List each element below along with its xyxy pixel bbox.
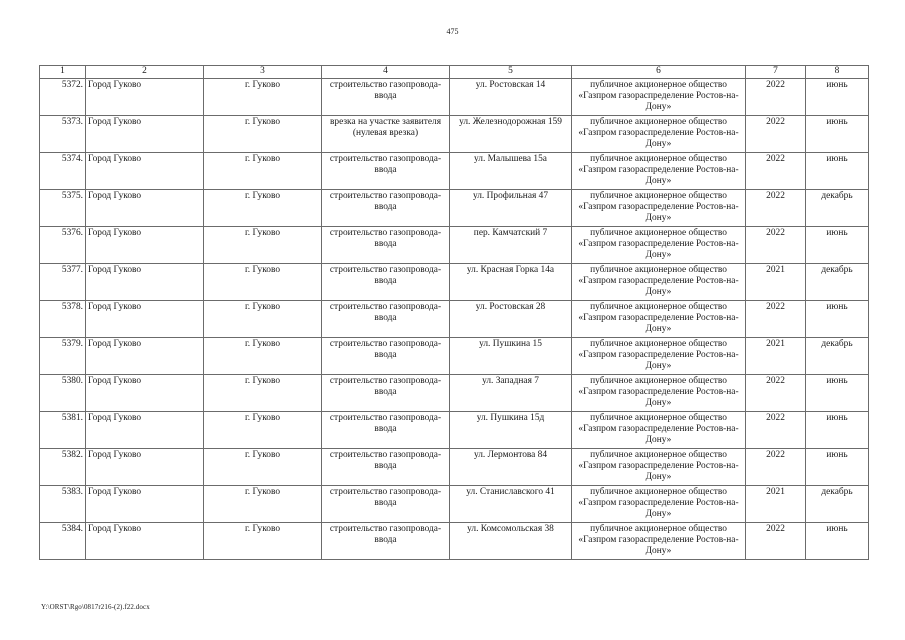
row-number-cell: 5376. (40, 227, 86, 264)
month-cell: июнь (806, 79, 869, 116)
address-cell: ул. Красная Горка 14а (450, 264, 572, 301)
work-type-cell: строительство газопровода-ввода (322, 190, 450, 227)
table-row (40, 227, 869, 264)
settlement-cell: г. Гуково (204, 412, 322, 449)
column-header: 7 (746, 66, 806, 79)
work-type-cell: строительство газопровода-ввода (322, 523, 450, 560)
municipality-cell: Город Гуково (86, 301, 204, 338)
row-number-cell: 5383. (40, 486, 86, 523)
address-cell: ул. Профильная 47 (450, 190, 572, 227)
table-row (40, 412, 869, 449)
table-row (40, 449, 869, 486)
month-cell: декабрь (806, 486, 869, 523)
column-header: 8 (806, 66, 869, 79)
settlement-cell: г. Гуково (204, 264, 322, 301)
year-cell: 2022 (746, 449, 806, 486)
settlement-cell: г. Гуково (204, 375, 322, 412)
year-cell: 2022 (746, 79, 806, 116)
address-cell: ул. Западная 7 (450, 375, 572, 412)
month-cell: июнь (806, 412, 869, 449)
organization-cell: публичное акционерное общество «Газпром газораспределение Ростов-на-Дону» (572, 449, 746, 486)
municipality-cell: Город Гуково (86, 227, 204, 264)
address-cell: ул. Малышева 15а (450, 153, 572, 190)
settlement-cell: г. Гуково (204, 486, 322, 523)
year-cell: 2022 (746, 190, 806, 227)
column-header: 1 (40, 66, 86, 79)
year-cell: 2022 (746, 301, 806, 338)
year-cell: 2022 (746, 116, 806, 153)
address-cell: ул. Пушкина 15д (450, 412, 572, 449)
column-header: 6 (572, 66, 746, 79)
address-cell: ул. Комсомольская 38 (450, 523, 572, 560)
work-type-cell: строительство газопровода-ввода (322, 375, 450, 412)
municipality-cell: Город Гуково (86, 116, 204, 153)
municipality-cell: Город Гуково (86, 190, 204, 227)
month-cell: июнь (806, 227, 869, 264)
municipality-cell: Город Гуково (86, 449, 204, 486)
footer-file-path: Y:\ORST\Rgo\0817r216-(2).f22.docx (41, 603, 150, 611)
gas-connection-registry-table (39, 65, 869, 560)
organization-cell: публичное акционерное общество «Газпром газораспределение Ростов-на-Дону» (572, 190, 746, 227)
settlement-cell: г. Гуково (204, 227, 322, 264)
table-row (40, 301, 869, 338)
municipality-cell: Город Гуково (86, 523, 204, 560)
row-number-cell: 5381. (40, 412, 86, 449)
column-header: 4 (322, 66, 450, 79)
settlement-cell: г. Гуково (204, 116, 322, 153)
settlement-cell: г. Гуково (204, 449, 322, 486)
address-cell: ул. Железнодорожная 159 (450, 116, 572, 153)
year-cell: 2022 (746, 523, 806, 560)
month-cell: июнь (806, 523, 869, 560)
month-cell: июнь (806, 449, 869, 486)
year-cell: 2022 (746, 227, 806, 264)
row-number-cell: 5377. (40, 264, 86, 301)
row-number-cell: 5374. (40, 153, 86, 190)
organization-cell: публичное акционерное общество «Газпром газораспределение Ростов-на-Дону» (572, 301, 746, 338)
month-cell: декабрь (806, 264, 869, 301)
settlement-cell: г. Гуково (204, 190, 322, 227)
address-cell: ул. Ростовская 14 (450, 79, 572, 116)
year-cell: 2022 (746, 153, 806, 190)
work-type-cell: строительство газопровода-ввода (322, 264, 450, 301)
year-cell: 2021 (746, 338, 806, 375)
table-row (40, 190, 869, 227)
organization-cell: публичное акционерное общество «Газпром газораспределение Ростов-на-Дону» (572, 153, 746, 190)
month-cell: июнь (806, 301, 869, 338)
table-row (40, 79, 869, 116)
table-row (40, 523, 869, 560)
work-type-cell: строительство газопровода-ввода (322, 486, 450, 523)
table-row (40, 375, 869, 412)
organization-cell: публичное акционерное общество «Газпром газораспределение Ростов-на-Дону» (572, 79, 746, 116)
column-header: 3 (204, 66, 322, 79)
table-row (40, 486, 869, 523)
settlement-cell: г. Гуково (204, 79, 322, 116)
work-type-cell: строительство газопровода-ввода (322, 153, 450, 190)
year-cell: 2022 (746, 412, 806, 449)
address-cell: пер. Камчатский 7 (450, 227, 572, 264)
table-row (40, 116, 869, 153)
organization-cell: публичное акционерное общество «Газпром газораспределение Ростов-на-Дону» (572, 412, 746, 449)
row-number-cell: 5382. (40, 449, 86, 486)
year-cell: 2021 (746, 486, 806, 523)
work-type-cell: строительство газопровода-ввода (322, 412, 450, 449)
address-cell: ул. Пушкина 15 (450, 338, 572, 375)
month-cell: июнь (806, 116, 869, 153)
row-number-cell: 5378. (40, 301, 86, 338)
table-body (40, 79, 869, 560)
municipality-cell: Город Гуково (86, 375, 204, 412)
row-number-cell: 5372. (40, 79, 86, 116)
month-cell: декабрь (806, 338, 869, 375)
settlement-cell: г. Гуково (204, 338, 322, 375)
address-cell: ул. Станиславского 41 (450, 486, 572, 523)
column-number-row (40, 66, 869, 79)
municipality-cell: Город Гуково (86, 338, 204, 375)
organization-cell: публичное акционерное общество «Газпром газораспределение Ростов-на-Дону» (572, 375, 746, 412)
municipality-cell: Город Гуково (86, 486, 204, 523)
row-number-cell: 5384. (40, 523, 86, 560)
column-header: 2 (86, 66, 204, 79)
year-cell: 2021 (746, 264, 806, 301)
row-number-cell: 5373. (40, 116, 86, 153)
column-header: 5 (450, 66, 572, 79)
work-type-cell: строительство газопровода-ввода (322, 338, 450, 375)
settlement-cell: г. Гуково (204, 153, 322, 190)
address-cell: ул. Лермонтова 84 (450, 449, 572, 486)
row-number-cell: 5380. (40, 375, 86, 412)
settlement-cell: г. Гуково (204, 523, 322, 560)
work-type-cell: строительство газопровода-ввода (322, 301, 450, 338)
month-cell: июнь (806, 375, 869, 412)
settlement-cell: г. Гуково (204, 301, 322, 338)
municipality-cell: Город Гуково (86, 264, 204, 301)
work-type-cell: строительство газопровода-ввода (322, 227, 450, 264)
table-row (40, 264, 869, 301)
work-type-cell: строительство газопровода-ввода (322, 449, 450, 486)
page-number: 475 (446, 27, 459, 36)
month-cell: декабрь (806, 190, 869, 227)
organization-cell: публичное акционерное общество «Газпром газораспределение Ростов-на-Дону» (572, 227, 746, 264)
municipality-cell: Город Гуково (86, 79, 204, 116)
work-type-cell: строительство газопровода-ввода (322, 79, 450, 116)
row-number-cell: 5375. (40, 190, 86, 227)
table-row (40, 338, 869, 375)
address-cell: ул. Ростовская 28 (450, 301, 572, 338)
organization-cell: публичное акционерное общество «Газпром газораспределение Ростов-на-Дону» (572, 116, 746, 153)
municipality-cell: Город Гуково (86, 412, 204, 449)
table-row (40, 153, 869, 190)
organization-cell: публичное акционерное общество «Газпром газораспределение Ростов-на-Дону» (572, 486, 746, 523)
year-cell: 2022 (746, 375, 806, 412)
municipality-cell: Город Гуково (86, 153, 204, 190)
organization-cell: публичное акционерное общество «Газпром газораспределение Ростов-на-Дону» (572, 338, 746, 375)
month-cell: июнь (806, 153, 869, 190)
organization-cell: публичное акционерное общество «Газпром газораспределение Ростов-на-Дону» (572, 523, 746, 560)
row-number-cell: 5379. (40, 338, 86, 375)
organization-cell: публичное акционерное общество «Газпром газораспределение Ростов-на-Дону» (572, 264, 746, 301)
work-type-cell: врезка на участке заявителя (нулевая врезка) (322, 116, 450, 153)
